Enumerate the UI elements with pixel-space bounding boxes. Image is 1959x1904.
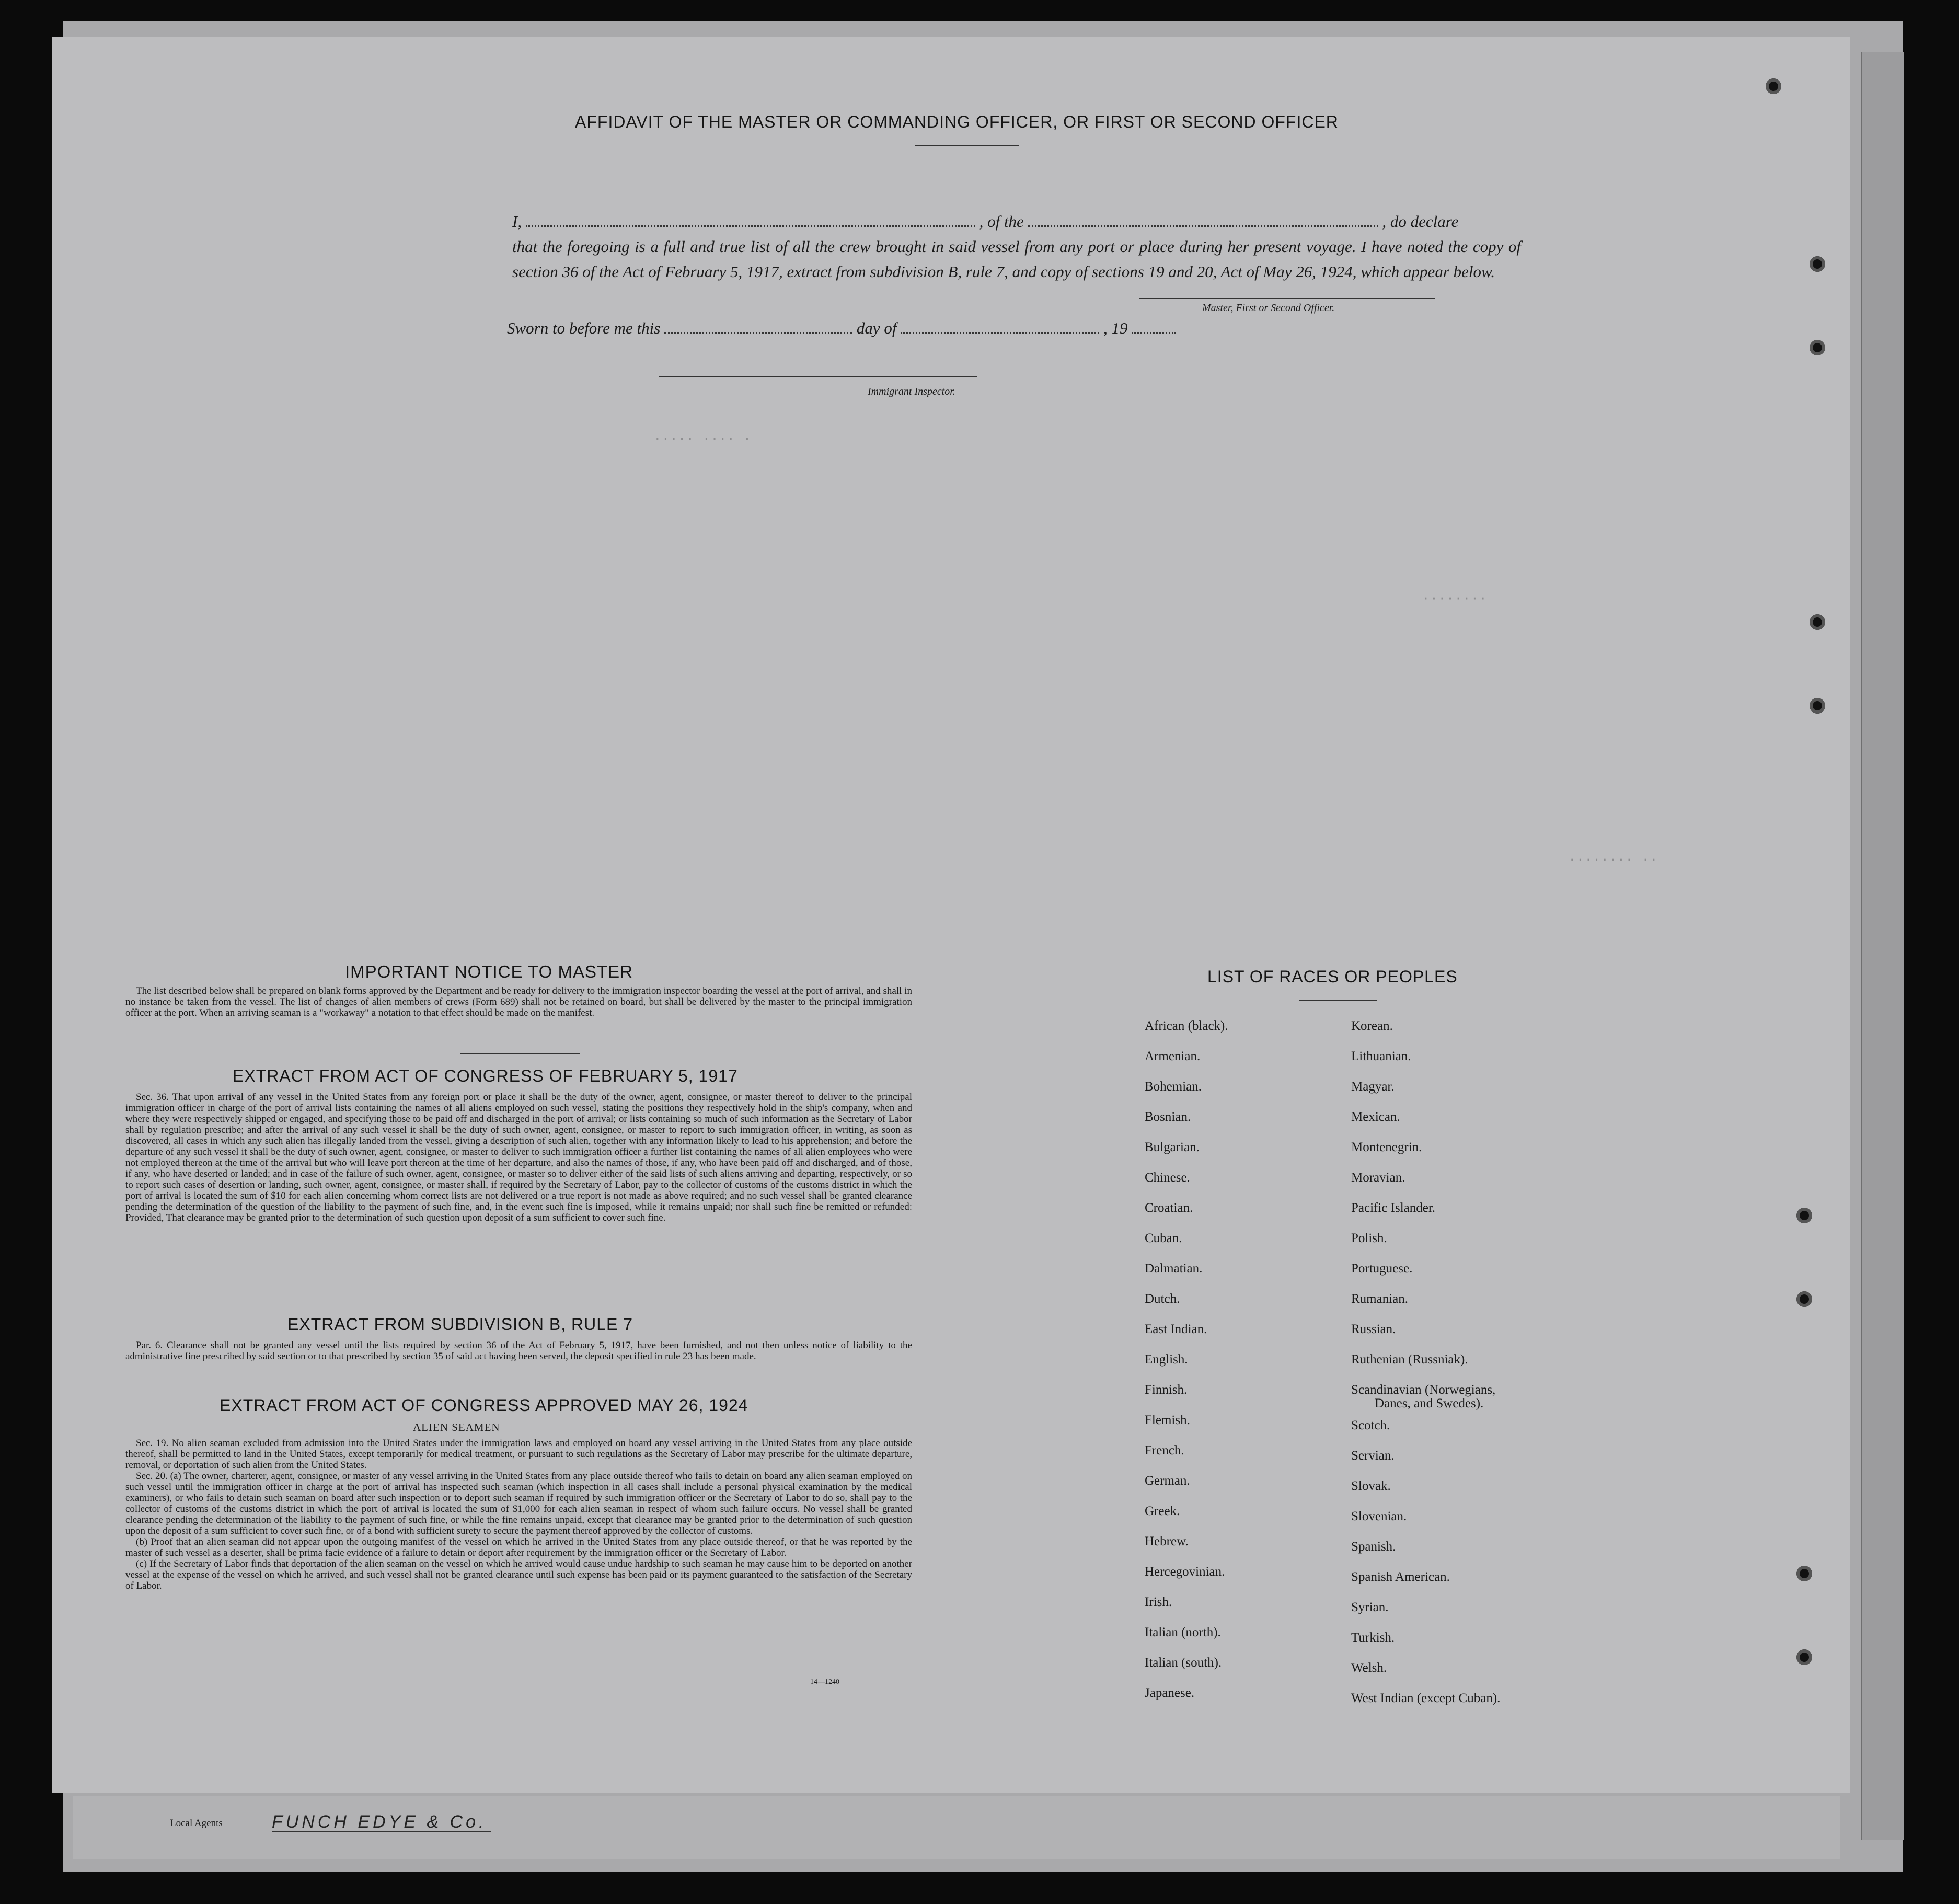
race-item: Hebrew.	[1145, 1534, 1189, 1549]
binder-hole	[1810, 614, 1825, 630]
par6-paragraph: Par. 6. Clearance shall not be granted any vessel until the lists required by section 36 of the Act of February 5, 1917, have been furnished, and not then unless notice of liability to the administrative fine prescribed by said section or to that prescribed by section 35 of said act having been served, the deposit specified in rule 23 has been made.	[125, 1340, 912, 1362]
day-of-label: day of	[856, 319, 897, 337]
races-right-column	[1351, 1017, 1500, 1719]
race-item: Bulgarian.	[1145, 1140, 1200, 1154]
page-edge-strip	[1861, 52, 1904, 1840]
race-item: Montenegrin.	[1351, 1140, 1422, 1154]
extract-1917-text	[125, 1092, 912, 1223]
sec20c-paragraph: (c) If the Secretary of Labor finds that deportation of the alien seaman on the vessel on which he arrived would cause undue hardship to such seaman he may cause him to be deported on another vessel at the expense of the vessel on which he arrived, and such vessel shall not be granted clearance until such expense has been paid or its payment guaranteed to the satisfaction of the Secretary of Labor.	[125, 1558, 912, 1591]
race-item: Slovak.	[1351, 1479, 1391, 1493]
extract-1917-title: EXTRACT FROM ACT OF CONGRESS OF FEBRUARY 5, 1917	[233, 1066, 738, 1085]
local-agents-value: FUNCH EDYE & Co.	[272, 1812, 487, 1832]
race-item: Scotch.	[1351, 1418, 1390, 1432]
document-page	[52, 37, 1850, 1793]
section-rule	[460, 1053, 580, 1054]
race-item: Syrian.	[1351, 1600, 1389, 1614]
race-item: Cuban.	[1145, 1231, 1182, 1245]
sworn-label: Sworn to before me this	[507, 319, 661, 337]
race-item: German.	[1145, 1474, 1190, 1488]
race-item: Portuguese.	[1351, 1261, 1413, 1276]
show-through: ········	[1422, 591, 1487, 606]
race-item: Pacific Islander.	[1351, 1201, 1436, 1215]
sec36-paragraph: Sec. 36. That upon arrival of any vessel in the United States from any foreign port or place it shall be the duty of the owner, agent, consignee, or master thereof to deliver to the principal immigration officer in charge of the port of arrival lists containing the names of all aliens employed on such vessel, stating the positions they respectively hold in the ship's company, when and where they were respectively shipped or engaged, and specifying those to be paid off and discharged in the port of arrival; or lists containing so much of such information as the Secretary of Labor shall by regulation prescribe; and after the arrival of any such vessel it shall be the duty of such owner, agent, consignee, or master to report to such immigration officer, in writing, as soon as discovered, all cases in which any such alien has illegally landed from the vessel, giving a description of such alien, together with any information likely to lead to his apprehension; and before the departure of any such vessel it shall be the duty of such owner, agent, consignee, or master to deliver to such immigration officer a further list containing the names of all alien employees who were not employed thereon at the time of the arrival but who will leave port thereon at the time of her departure, and also the names of those, if any, who have been paid off and discharged, and of those, if any, who have deserted or landed; and in case of the failure of such owner, agent, consignee, or master so to deliver either of the said lists of such aliens arriving and departing, respectively, or so to report such cases of desertion or landing, such owner, agent, consignee, or master shall, if required by the Secretary of Labor, pay to the collector of customs of the customs district in which the port of arrival is located the sum of $10 for each alien concerning whom correct lists are not delivered or a true report is not made as above required; and no such vessel shall be granted clearance pending the determination of the question of the liability to the payment of such fine, and, in the event such fine is imposed, while it remains unpaid; nor shall such fine be remitted or refunded: Provided, That clearance may be granted prior to the determination of such question upon deposit of a sum sufficient to cover such fine.	[125, 1092, 912, 1223]
local-agents-label: Local Agents	[170, 1818, 223, 1829]
name-blank	[526, 214, 975, 227]
race-item: Irish.	[1145, 1595, 1172, 1609]
race-item: Bohemian.	[1145, 1080, 1202, 1094]
form-number: 14—1240	[810, 1678, 839, 1686]
race-item: West Indian (except Cuban).	[1351, 1691, 1501, 1705]
extract-rule7-title: EXTRACT FROM SUBDIVISION B, RULE 7	[287, 1315, 633, 1334]
master-signature-line	[1139, 298, 1435, 299]
year-blank	[1132, 320, 1176, 334]
alien-seamen-subtitle: ALIEN SEAMEN	[413, 1421, 500, 1433]
binder-hole	[1796, 1208, 1812, 1223]
race-item: Finnish.	[1145, 1383, 1188, 1397]
race-item: Lithuanian.	[1351, 1049, 1411, 1063]
race-item: Japanese.	[1145, 1686, 1195, 1700]
race-item: Welsh.	[1351, 1661, 1387, 1675]
sworn-month-blank	[901, 320, 1099, 334]
race-item: Russian.	[1351, 1322, 1396, 1336]
race-item: Italian (north).	[1145, 1625, 1221, 1639]
of-the-label: , of the	[979, 212, 1024, 231]
race-item: Scandinavian (Norwegians,	[1351, 1383, 1496, 1397]
affidavit-body: that the foregoing is a full and true list of all the crew brought in said vessel from any port or place during her present voyage. I have noted the copy of section 36 of the Act of February 5, 1917, extract from subdivision B, rule 7, and copy of sections 19 and 20, Act of May 26, 1924, which appear below.	[512, 237, 1521, 281]
binder-hole	[1796, 1649, 1812, 1665]
race-item: Italian (south).	[1145, 1656, 1222, 1670]
binder-hole	[1810, 340, 1825, 355]
extract-rule7-text	[125, 1340, 912, 1362]
race-item: Spanish.	[1351, 1540, 1396, 1554]
race-item: Dalmatian.	[1145, 1261, 1203, 1276]
i-label: I,	[512, 212, 522, 231]
do-declare-label: , do declare	[1382, 212, 1459, 231]
race-item: Armenian.	[1145, 1049, 1201, 1063]
race-item: Moravian.	[1351, 1171, 1405, 1185]
race-item: African (black).	[1145, 1019, 1228, 1033]
year-label: , 19	[1103, 319, 1128, 337]
race-item: Slovenian.	[1351, 1509, 1407, 1523]
master-signature-label: Master, First or Second Officer.	[1202, 302, 1335, 314]
race-item: Turkish.	[1351, 1631, 1395, 1645]
vessel-blank	[1028, 214, 1378, 227]
race-item: Ruthenian (Russniak).	[1351, 1352, 1468, 1367]
sec20b-paragraph: (b) Proof that an alien seaman did not appear upon the outgoing manifest of the vessel on which he arrived in the United States from any place outside thereof, or that he was reported by the master of such vessel as a deserter, shall be prima facie evidence of a failure to detain or deport after requirement by the immigration officer or the Secretary of Labor.	[125, 1536, 912, 1558]
sec20a-paragraph: Sec. 20. (a) The owner, charterer, agent, consignee, or master of any vessel arriving in the United States from any place outside thereof who fails to detain on board any alien seaman employed on such vessel until the immigration officer in charge at the port of arrival has inspected such seaman (which inspection in all cases shall include a personal physical examination by the medical examiners), or who fails to detain such seaman on board after such inspection or to deport such seaman if required by such immigration officer or the Secretary of Labor to do so, shall pay to the collector of customs of the customs district in which the port of arrival is located the sum of $1,000 for each alien seaman in respect of whom such failure occurs. No vessel shall be granted clearance pending the determination of the liability to the payment of such fine, or while the fine remains unpaid, except that clearance may be granted prior to the determination of such question upon the deposit of a sum sufficient to cover such fine, or of a bond with sufficient surety to secure the payment thereof approved by the collector of customs.	[125, 1471, 912, 1536]
sec19-paragraph: Sec. 19. No alien seaman excluded from admission into the United States under the immigration laws and employed on board any vessel arriving in the United States from any place outside thereof, shall be permitted to land in the United States, except temporarily for medical treatment, or pursuant to such regulations as the Secretary of Labor may prescribe for the ultimate departure, removal, or deportation of such alien from the United States.	[125, 1438, 912, 1471]
race-item: Hercegovinian.	[1145, 1565, 1225, 1579]
race-item: Korean.	[1351, 1019, 1393, 1033]
race-item: English.	[1145, 1352, 1188, 1367]
binder-hole	[1796, 1566, 1812, 1581]
race-item: Flemish.	[1145, 1413, 1190, 1427]
show-through: ····· ···· ·	[653, 431, 752, 447]
binder-hole	[1810, 256, 1825, 272]
races-rule	[1299, 1000, 1377, 1001]
races-left-column	[1145, 1017, 1228, 1714]
notice-text	[125, 985, 912, 1018]
race-item: East Indian.	[1145, 1322, 1207, 1336]
inspector-label: Immigrant Inspector.	[868, 386, 955, 397]
race-item: Chinese.	[1145, 1171, 1190, 1185]
binder-hole	[1796, 1291, 1812, 1307]
race-item: Mexican.	[1351, 1110, 1400, 1124]
binder-hole	[1810, 698, 1825, 714]
extract-1924-title: EXTRACT FROM ACT OF CONGRESS APPROVED MAY 26, 1924	[220, 1396, 748, 1415]
race-item: French.	[1145, 1443, 1184, 1458]
affidavit-title: AFFIDAVIT OF THE MASTER OR COMMANDING OFFICER, OR FIRST OR SECOND OFFICER	[575, 112, 1339, 131]
extract-1924-text	[125, 1438, 912, 1591]
race-item: Polish.	[1351, 1231, 1387, 1245]
race-item: Magyar.	[1351, 1080, 1395, 1094]
race-item: Danes, and Swedes).	[1375, 1396, 1484, 1410]
inspector-signature-line	[659, 376, 977, 377]
race-item: Croatian.	[1145, 1201, 1193, 1215]
sworn-day-blank	[664, 320, 852, 334]
notice-paragraph: The list described below shall be prepared on blank forms approved by the Department and be ready for delivery to the immigration inspector boarding the vessel at the port of arrival, and shall in no instance be taken from the vessel. The list of changes of alien members of crews (Form 689) shall not be retained on board, but shall be delivered by the master to the principal immigration officer at the port. When an arriving seaman is a "workaway" a notation to that effect should be made on the manifest.	[125, 985, 912, 1018]
title-rule	[915, 145, 1019, 146]
binder-hole	[1766, 78, 1781, 94]
sworn-line	[507, 319, 1176, 338]
race-item: Rumanian.	[1351, 1292, 1409, 1306]
show-through: ········ ··	[1568, 852, 1658, 868]
race-item: Servian.	[1351, 1449, 1395, 1463]
races-title: LIST OF RACES OR PEOPLES	[1207, 967, 1458, 986]
race-item: Greek.	[1145, 1504, 1180, 1518]
race-item: Dutch.	[1145, 1292, 1180, 1306]
affidavit-block	[512, 209, 1521, 284]
race-item: Bosnian.	[1145, 1110, 1191, 1124]
notice-title: IMPORTANT NOTICE TO MASTER	[345, 962, 633, 981]
race-item: Spanish American.	[1351, 1570, 1450, 1584]
